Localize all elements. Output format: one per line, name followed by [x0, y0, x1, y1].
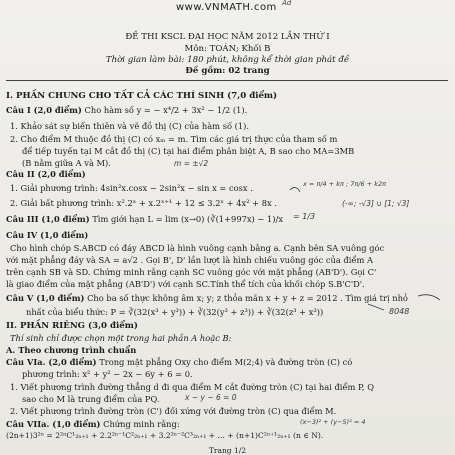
question-6a-equation: phương trình: x² + y² − 2x − 6y + 6 = 0.: [22, 369, 193, 379]
question-7a-identity: (2n+1)3²ⁿ = 2²ⁿC¹₂ₙ₊₁ + 2.2²ⁿ⁻¹C²₂ₙ₊₁ + 3.2²ⁿ⁻²C³₂ₙ₊₁ + ... + (n+1)C²ⁿ⁺¹₂ₙ₊₁ (n ∈ N).: [6, 431, 324, 440]
question-1-text: Cho hàm số y = − x⁴/2 + 3x² − 1/2 (1).: [84, 105, 248, 115]
question-1-part2-line1: 2. Cho điểm M thuộc đồ thị (C) có xₘ = m. Tìm các giá trị thực của tham số m: [10, 134, 338, 144]
question-6a-part1-line2: sao cho M là trung điểm của PQ.: [22, 394, 160, 404]
part2-note: Thí sinh chỉ được chọn một trong hai phần A hoặc B:: [10, 333, 232, 343]
exam-pages: Đề gồm: 02 trang: [185, 66, 270, 76]
question-5-label: Câu V (1,0 điểm): [6, 293, 85, 303]
question-5-text: Cho ba số thực không âm x; y; z thỏa mãn x + y + z = 2012 . Tìm giá trị nhỏ: [87, 293, 408, 303]
question-7a-label: Câu VIIa. (1,0 điểm): [6, 419, 101, 429]
exam-time: Thời gian làm bài: 180 phút, không kể thời gian phát đề: [105, 55, 350, 65]
question-4-line2: với mặt phẳng đáy và SA = a√2 . Gọi B', D' lần lượt là hình chiếu vuông góc của điểm A: [6, 255, 373, 265]
question-3-text: Tìm giới hạn L = lim (x→0) (∛(1+997x) − 1)/x: [92, 214, 284, 224]
question-4-line3: trên cạnh SB và SD. Chứng minh rằng cạnh SC vuông góc với mặt phẳng (AB'D'). Gọi C': [6, 267, 377, 277]
pen-arrow-min: [368, 304, 384, 310]
question-1-part2-line3: (B nằm giữa A và M).: [22, 158, 111, 168]
question-1-part1: 1. Khảo sát sự biến thiên và vẽ đồ thị (C) của hàm số (1).: [10, 121, 250, 131]
question-5-expression: nhất của biểu thức: P = ∛(32(x³ + y³)) + ∛(32(y³ + z³)) + ∛(32(z³ + x³)): [26, 307, 324, 317]
handwritten-inequality-solution: (-∞; -√3] ∪ [1; √3]: [342, 199, 410, 208]
question-4-label: Câu IV (1,0 điểm): [6, 230, 89, 240]
handwritten-trig-solution: x = π/4 + kπ ; 7π/6 + k2π: [303, 180, 387, 188]
question-1-part2-line2: để tiếp tuyến tại M cắt đồ thị (C) tại hai điểm phân biệt A, B sao cho MA=3MB: [22, 146, 355, 156]
handwritten-line-answer: x − y − 6 = 0: [185, 393, 237, 402]
part2-heading: II. PHẦN RIÊNG (3,0 điểm): [6, 321, 138, 331]
question-2-label: Câu II (2,0 điểm): [6, 169, 86, 179]
website-url[interactable]: www.VNMATH.com: [176, 2, 277, 13]
question-7a-text: Chứng minh rằng:: [103, 419, 180, 429]
question-6a-part2: 2. Viết phương trình đường tròn (C') đối xứng với đường tròn (C) qua điểm M.: [10, 406, 337, 416]
handwritten-min-value: 8048: [389, 307, 410, 316]
program-a-heading: A. Theo chương trình chuẩn: [6, 345, 137, 355]
question-2-part2: 2. Giải bất phương trình: x².2ˣ + x.2ˣ⁺¹ + 12 ≤ 3.2ˣ + 4x² + 8x .: [10, 198, 277, 208]
question-6a-label: Câu VIa. (2,0 điểm): [6, 357, 97, 367]
question-4-line1: Cho hình chóp S.ABCD có đáy ABCD là hình vuông cạnh bằng a. Cạnh bên SA vuông góc: [10, 243, 385, 253]
handwritten-note-ad: Ad: [282, 0, 292, 7]
question-2-part1: 1. Giải phương trình: 4sin²x.cosx − 2sin²x − sin x = cosx .: [10, 183, 253, 193]
pen-stroke-trig: [290, 187, 300, 192]
exam-title: ĐỀ THI KSCL ĐẠI HỌC NĂM 2012 LẦN THỨ I: [125, 32, 330, 42]
question-3-label: Câu III (1,0 điểm): [6, 214, 90, 224]
handwritten-circle-answer: (x−3)² + (y−5)² = 4: [300, 418, 366, 426]
pen-stroke-min: [418, 295, 440, 300]
handwritten-m-answer: m = ±√2: [174, 159, 209, 168]
question-1-label: Câu I (2,0 điểm): [6, 105, 82, 115]
handwritten-limit-answer: = 1/3: [293, 212, 316, 221]
page-number: Trang 1/2: [208, 446, 247, 455]
question-6a-part1-line1: 1. Viết phương trình đường thẳng d đi qua điểm M cắt đường tròn (C) tại hai điểm P, Q: [10, 382, 374, 392]
question-6a-text: Trong mặt phẳng Oxy cho điểm M(2;4) và đường tròn (C) có: [99, 357, 353, 367]
part1-heading: I. PHẦN CHUNG CHO TẤT CẢ CÁC THÍ SINH (7,0 điểm): [6, 91, 278, 101]
question-4-line4: là giao điểm của mặt phẳng (AB'D') với cạnh SC.Tính thể tích của khối chóp S.B'C'D'.: [6, 279, 365, 289]
exam-subject: Môn: TOÁN; Khối B: [184, 44, 271, 54]
